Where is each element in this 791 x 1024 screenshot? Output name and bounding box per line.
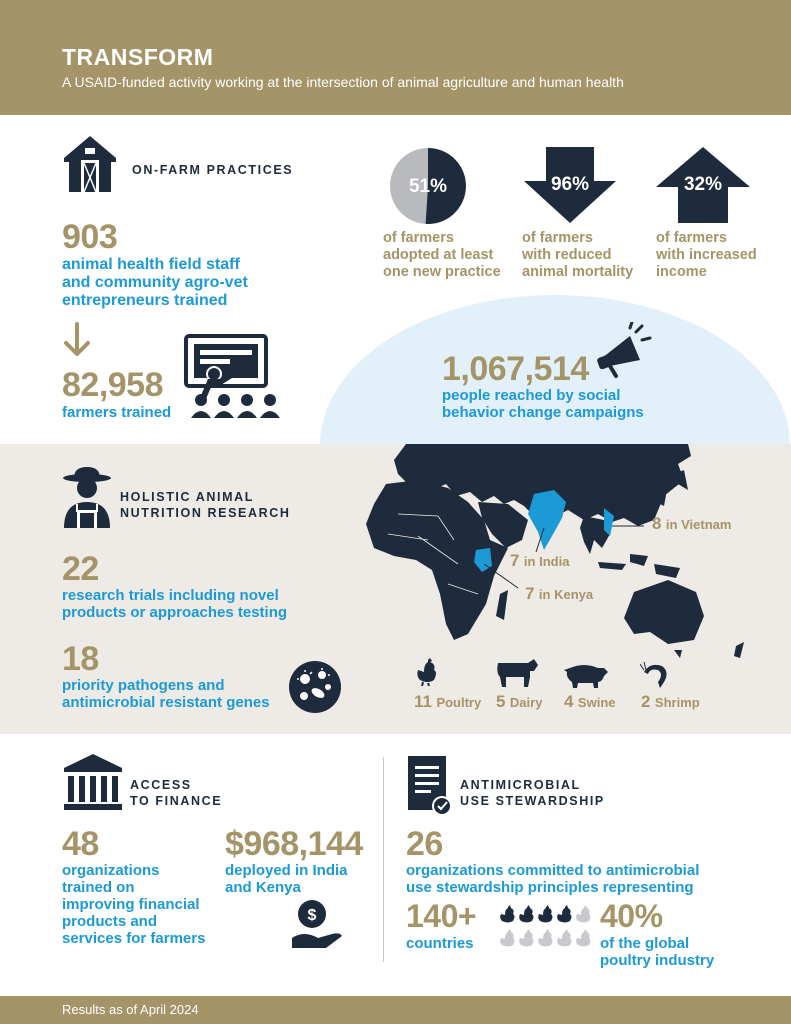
farmers-trained-number: 82,958 [62,366,163,404]
megaphone-icon [596,322,652,383]
hen-filled-icon [557,905,571,923]
hen-empty-icon [576,929,590,947]
farmers-trained-label: farmers trained [62,404,172,421]
mortality-percent: 96% [550,174,590,195]
countries-label: countries [406,935,474,952]
cow-icon [494,657,538,692]
footer-banner [0,996,791,1024]
hen-empty-icon [500,929,514,947]
hen-empty-icon [538,929,552,947]
svg-text:$: $ [307,907,317,924]
hen-empty-icon [576,905,590,923]
header-banner [0,0,791,115]
arrow-down-icon [62,322,92,363]
footer-date: Results as of April 2024 [62,1002,199,1017]
bank-icon [62,752,124,817]
staff-trained-label: animal health field staff and community agro-vet entrepreneurs trained [62,256,248,309]
finance-orgs-number: 48 [62,825,99,863]
shrimp-icon [640,662,670,693]
campaign-reach-label: people reached by social behavior change campaigns [442,387,644,421]
hen-filled-icon [519,905,533,923]
stewardship-orgs-label: organizations committed to antimicrobial use stewardship principles representing [406,862,700,896]
pathogens-label: priority pathogens and antimicrobial resistant genes [62,677,270,711]
page-subtitle: A USAID-funded activity working at the intersection of animal agriculture and human health [62,74,624,90]
countries-number: 140+ [406,898,477,934]
farmer-icon [60,466,114,533]
poultry-share-icon-grid [498,905,594,956]
poultry-share-number: 40% [600,898,663,934]
poultry-share-label: of the global poultry industry [600,935,715,969]
money-hand-icon [290,898,344,955]
world-map [358,444,791,675]
hen-filled-icon [500,905,514,923]
deployed-amount: $968,144 [225,825,363,863]
barn-icon [62,134,118,199]
india-highlight [528,490,566,550]
trials-label: research trials including novel products or approaches testing [62,587,288,621]
income-percent: 32% [683,174,723,195]
species-shrimp: 2 Shrimp [641,692,700,711]
vietnam-label: 8 in Vietnam [652,514,732,533]
pathogen-microbe-icon [288,660,342,719]
kenya-label: 7 in Kenya [525,584,594,603]
pig-icon [564,662,610,693]
mortality-label: of farmers with reduced animal mortality [522,230,634,280]
species-poultry: 11 Poultry [414,692,482,711]
adoption-label: of farmers adopted at least one new practice [383,230,501,280]
campaign-reach-number: 1,067,514 [442,350,589,388]
india-label: 7 in India [510,551,570,570]
finance-orgs-label: organizations trained on improving financial products and services for farmers [62,862,206,947]
species-dairy: 5 Dairy [496,692,543,711]
finance-section-title: ACCESS TO FINANCE [130,778,223,808]
staff-trained-number: 903 [62,218,118,256]
stewardship-orgs-number: 26 [406,825,443,863]
page-title: TRANSFORM [62,44,214,70]
nutrition-section-title: HOLISTIC ANIMAL NUTRITION RESEARCH [120,490,291,520]
checklist-document-icon [406,754,454,823]
trials-number: 22 [62,550,99,588]
section-divider [383,757,384,962]
pathogens-number: 18 [62,640,99,678]
on-farm-section-title: ON-FARM PRACTICES [132,163,294,177]
stewardship-section-title: ANTIMICROBIAL USE STEWARDSHIP [460,778,605,808]
adoption-percent: 51% [408,176,448,197]
income-label: of farmers with increased income [656,230,757,280]
deployed-label: deployed in India and Kenya [225,862,348,896]
hen-filled-icon [538,905,552,923]
species-swine: 4 Swine [564,692,616,711]
chicken-icon [414,658,438,691]
training-presentation-icon [184,334,284,425]
hen-empty-icon [519,929,533,947]
australia-landmass [624,580,704,644]
hen-empty-icon [557,929,571,947]
